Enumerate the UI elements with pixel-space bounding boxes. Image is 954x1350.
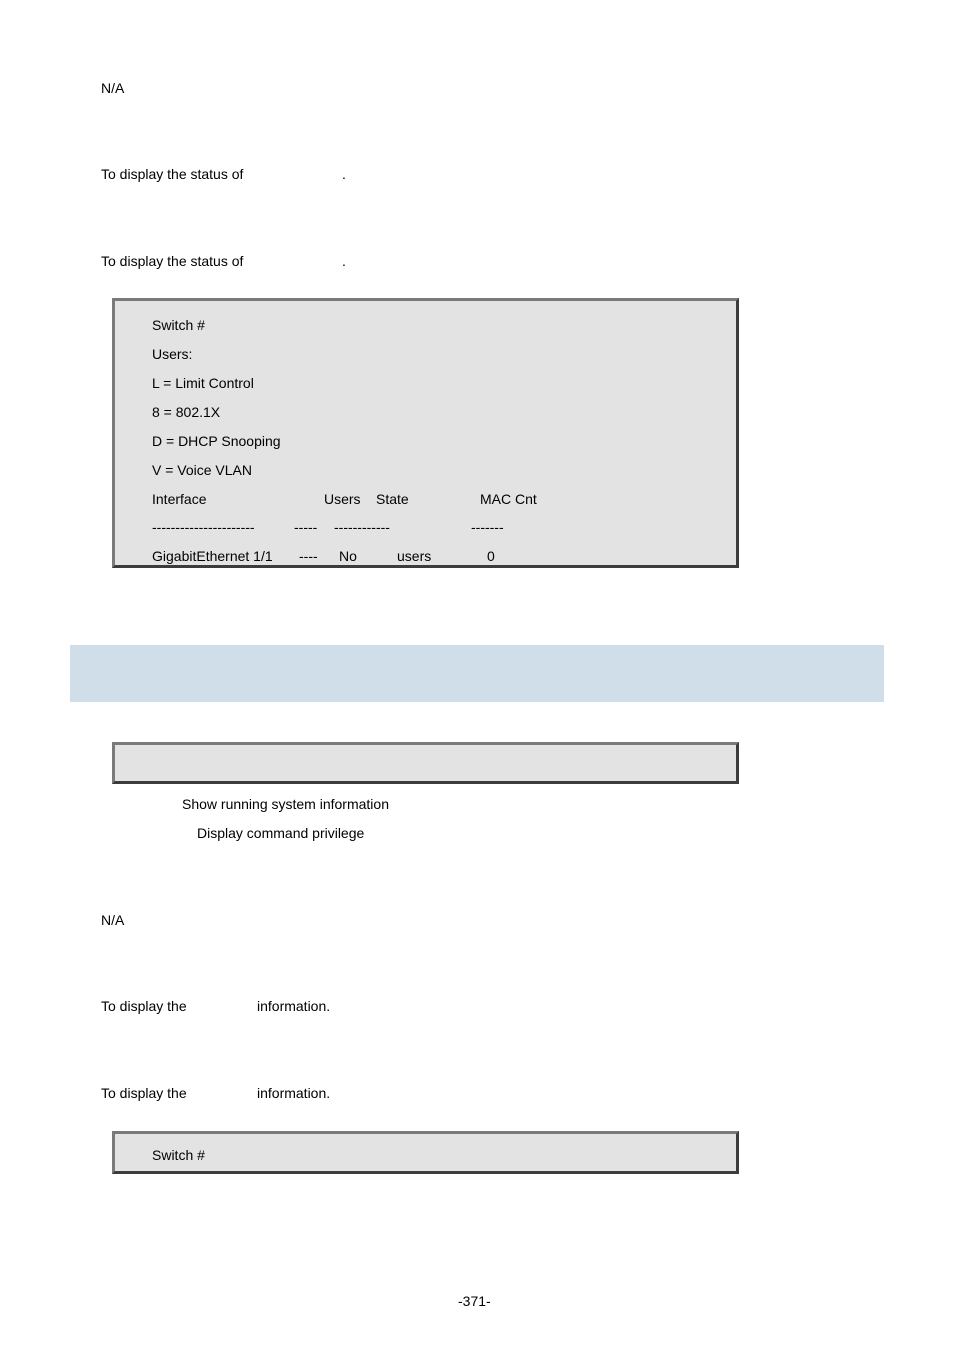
row-state-detail: users (397, 548, 432, 564)
row-interface: GigabitEthernet 1/1 (152, 548, 273, 564)
parameter-description: Display command privilege (197, 825, 365, 841)
example-end: information. (257, 1085, 331, 1101)
legend-line: Users: (152, 346, 193, 362)
usage-guide-period: . (342, 166, 346, 182)
row-mac-cnt: 0 (487, 548, 495, 564)
legend-line: D = DHCP Snooping (152, 433, 281, 449)
default-value: N/A (101, 80, 125, 96)
column-header-users: Users (324, 491, 361, 507)
page-number: -371- (458, 1293, 491, 1309)
legend-line: L = Limit Control (152, 375, 254, 391)
usage-guide-text: To display the (101, 998, 187, 1014)
console-example-box (112, 1131, 739, 1174)
separator: ----- (294, 519, 318, 535)
usage-guide-text: To display the status of (101, 166, 244, 182)
row-users: ---- (299, 548, 318, 564)
command-heading-band (70, 645, 884, 702)
column-header-interface: Interface (152, 491, 207, 507)
example-period: . (342, 253, 346, 269)
command-syntax-box (112, 742, 739, 784)
row-state: No (339, 548, 357, 564)
example-text: To display the status of (101, 253, 244, 269)
legend-line: V = Voice VLAN (152, 462, 253, 478)
usage-guide-end: information. (257, 998, 331, 1014)
console-output-box (112, 298, 739, 568)
separator: ------- (471, 519, 504, 535)
column-header-state: State (376, 491, 409, 507)
separator: ------------ (334, 519, 390, 535)
default-value: N/A (101, 912, 125, 928)
legend-line: 8 = 802.1X (152, 404, 221, 420)
column-header-mac-cnt: MAC Cnt (480, 491, 537, 507)
example-text: To display the (101, 1085, 187, 1101)
separator: ---------------------- (152, 519, 255, 535)
parameter-description: Show running system information (182, 796, 389, 812)
console-prompt: Switch # (152, 1147, 205, 1163)
console-prompt: Switch # (152, 317, 205, 333)
